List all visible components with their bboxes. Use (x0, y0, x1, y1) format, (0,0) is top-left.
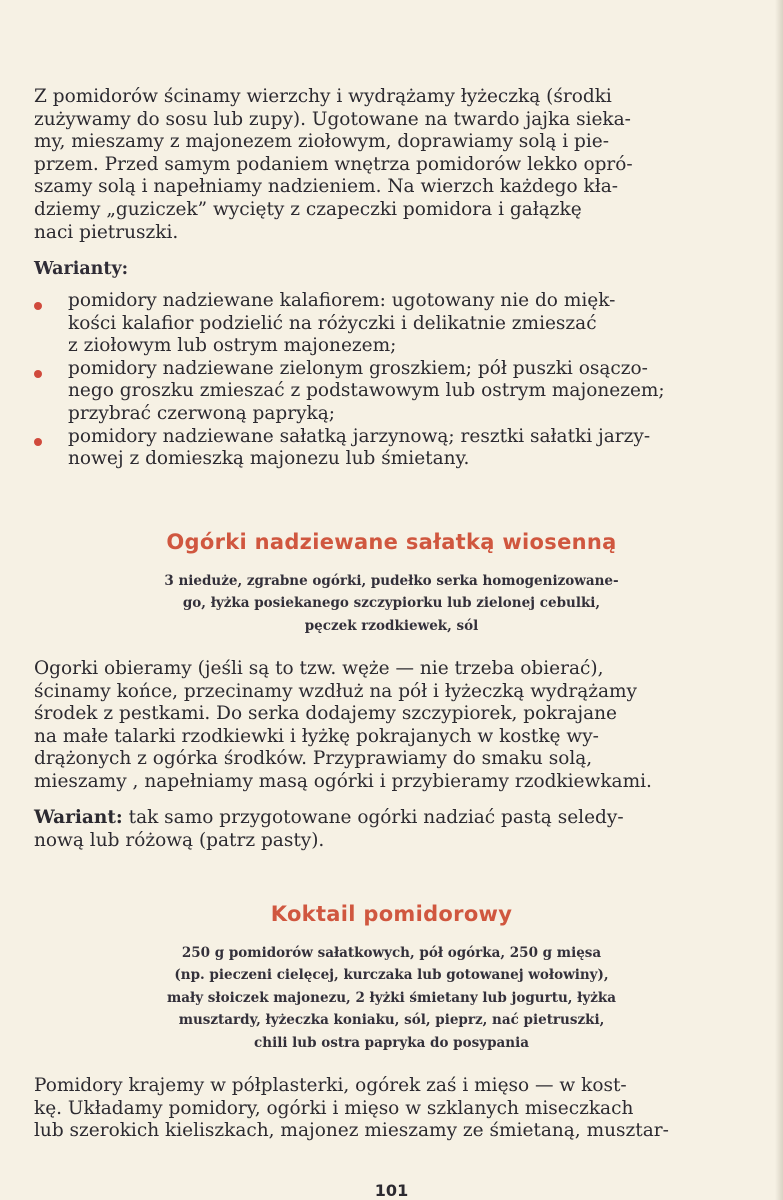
text-line: kę. Układamy pomidory, ogórki i mięso w szklanych miseczkach (34, 1097, 634, 1119)
text-line: pomidory nadziewane sałatką jarzynową; resztki sałatki jarzy- (68, 425, 651, 447)
list-item (68, 426, 724, 471)
bullet-icon (34, 370, 42, 378)
recipe-body-cucumbers (34, 658, 724, 794)
text-line: go, łyżka posiekanego szczypiorku lub zielonej cebulki, (182, 595, 601, 612)
ingredients-cocktail (100, 942, 683, 1054)
text-line: ścinamy końce, przecinamy wzdłuż na pół i łyżeczką wydrążamy (34, 680, 637, 702)
text-line: chili lub ostra papryka do posypania (254, 1034, 529, 1051)
intro-paragraph (34, 86, 724, 244)
text-line: Ogorki obieramy (jeśli są to tzw. węże — nie trzeba obierać), (34, 658, 604, 679)
text-line: zużywamy do sosu lub zupy). Ugotowane na twardo jajka sieka- (34, 108, 631, 130)
variant-note (34, 807, 724, 852)
text-line: mieszamy , napełniamy masą ogórki i przybieramy rzodkiewkami. (34, 770, 652, 792)
text-line: przybrać czerwoną papryką; (68, 402, 336, 424)
text-line: pęczek rzodkiewek, sól (304, 617, 479, 634)
text-line: nego groszku zmieszać z podstawowym lub ostrym majonezem; (68, 380, 665, 402)
text-line: my, mieszamy z majonezem ziołowym, doprawiamy solą i pie- (34, 131, 609, 153)
variants-list (68, 290, 724, 471)
page-number: 101 (374, 1181, 409, 1200)
text-line: dziemy „guziczek” wycięty z czapeczki pomidora i gałązkę (34, 198, 582, 220)
page-edge-shadow (775, 0, 783, 1200)
list-item (68, 290, 724, 358)
text-line: przem. Przed samym podaniem wnętrza pomidorów lekko opró- (34, 153, 633, 175)
text-line: naci pietruszki. (34, 221, 179, 243)
text-line: Pomidory krajemy w półplasterki, ogórek zaś i mięso — w kost- (34, 1075, 627, 1096)
variant-text: tak samo przygotowane ogórki nadziać pastą seledy- (122, 807, 624, 828)
recipe-title-cocktail: Koktail pomidorowy (270, 902, 513, 926)
list-item (68, 358, 724, 426)
text-line: (np. pieczeni cielęcej, kurczaka lub gotowanej wołowiny), (174, 967, 609, 984)
text-line: 3 nieduże, zgrabne ogórki, pudełko serka homogenizowane- (164, 573, 619, 589)
text-line: na małe talarki rzodkiewki i łyżkę pokrajanych w kostkę wy- (34, 725, 599, 747)
text-line: 250 g pomidorów sałatkowych, pół ogórka, 250 g mięsa (181, 945, 602, 961)
text-line: drążonych z ogórka środków. Przyprawiamy do smaku solą, (34, 748, 593, 770)
text-line: Z pomidorów ścinamy wierzchy i wydrążamy łyżeczką (środki (34, 86, 612, 107)
variant-label: Wariant: (34, 807, 123, 828)
text-line: musztardy, łyżeczka koniaku, sól, pieprz, nać pietruszki, (178, 1012, 605, 1029)
text-line: pomidory nadziewane kalafiorem: ugotowany nie do mięk- (68, 290, 616, 311)
text-line: mały słoiczek majonezu, 2 łyżki śmietany lub jogurtu, łyżka (167, 989, 616, 1006)
bullet-icon (34, 438, 42, 446)
text-line: szamy solą i napełniamy nadzieniem. Na wierzch każdego kła- (34, 176, 619, 198)
recipe-body-cocktail (34, 1075, 724, 1143)
text-line: kości kalafior podzielić na różyczki i delikatnie zmieszać (68, 312, 597, 334)
text-line: lub szerokich kieliszkach, majonez mieszamy ze śmietaną, musztar- (34, 1120, 669, 1142)
text-line: środek z pestkami. Do serka dodajemy szczypiorek, pokrajane (34, 703, 617, 725)
text-line: nową lub różową (patrz pasty). (34, 829, 325, 851)
variants-heading: Warianty: (34, 259, 129, 279)
text-line: z ziołowym lub ostrym majonezem; (68, 335, 397, 357)
text-line (34, 807, 724, 830)
text-line: pomidory nadziewane zielonym groszkiem; pół puszki osączo- (68, 357, 648, 379)
recipe-title-cucumbers: Ogórki nadziewane sałatką wiosenną (166, 530, 617, 554)
bullet-icon (34, 302, 42, 310)
ingredients-cucumbers (100, 570, 683, 637)
text-line: nowej z domieszką majonezu lub śmietany. (68, 448, 470, 470)
